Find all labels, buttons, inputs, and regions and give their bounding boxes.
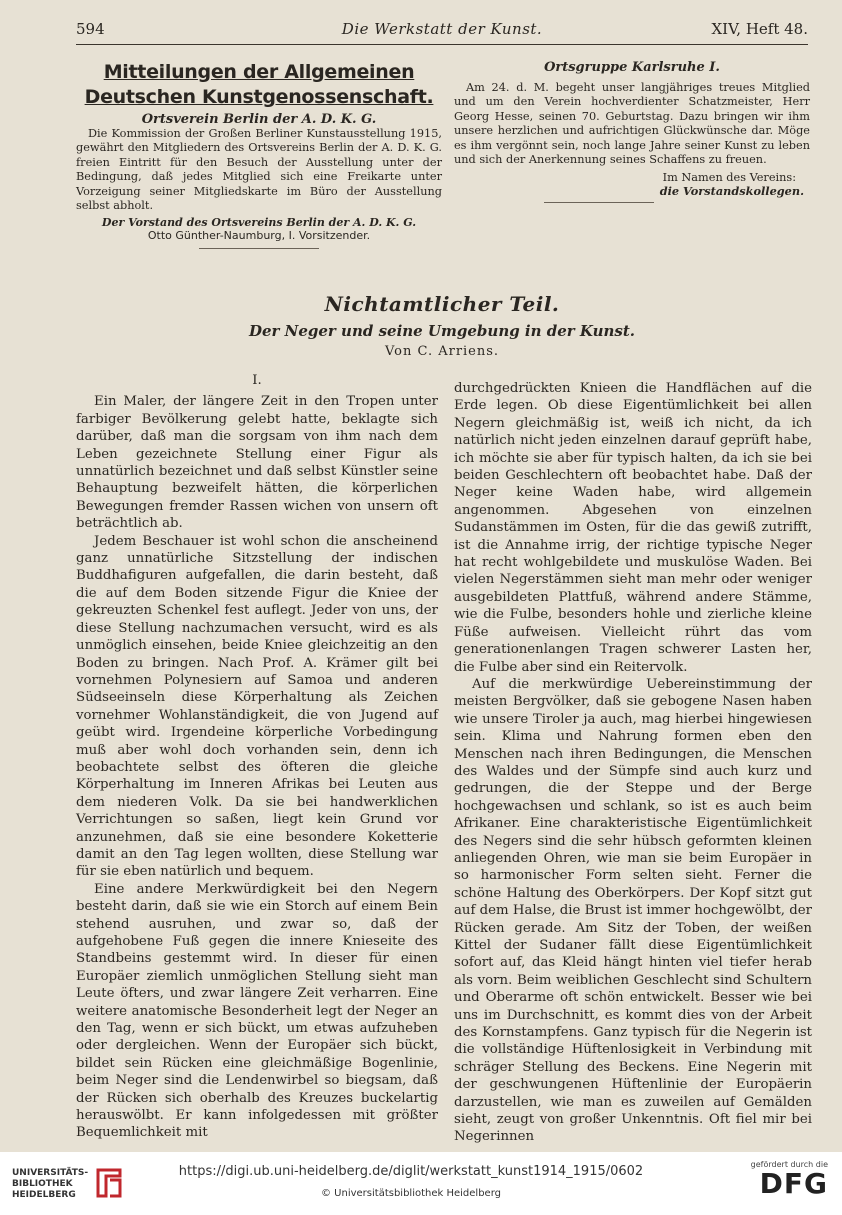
section-heading: [76, 292, 808, 359]
article-paragraph: Jedem Beschauer ist wohl schon die anscheinend ganz unnatürliche Sitzstellung der indischen Buddhafiguren aufgefallen, die darin besteht, daß die auf dem Boden sitzende Figur die Kniee der gekreuzten Schenkel fest auflegt. Jeder von uns, der diese Stellung nachzumachen versucht, wird es als unmöglich einsehen, beide Kniee gleichzeitig an den Boden zu bringen. Nach Prof. A. Krämer gilt bei vornehmen Polynesiern auf Samoa und anderen Südseeinseln diese Körperhaltung als Zeichen vornehmer Wohlanständigkeit, die von Jugend auf geübt wird. Irgendeine körperliche Vorbedingung muß aber wohl doch vorhanden sein, denn ich beobachtete selbst des öfteren die gleiche Körperhaltung im Inneren Afrikas bei Leuten aus dem niederen Volk. Da sie bei handwerklichen Verrichtungen so saßen, liegt kein Grund vor anzunehmen, daß sie eine besondere Koketterie damit an den Tag legen wollten, diese Stellung war für sie eben natürlich und bequem.: [76, 533, 438, 880]
article-column-left: [76, 372, 438, 1142]
article-title: Der Neger und seine Umgebung in der Kunst.: [248, 322, 636, 340]
notice-subtitle: Ortsverein Berlin der A. D. K. G.: [141, 112, 377, 127]
viewer-footer: [0, 1152, 842, 1215]
running-header: [76, 20, 808, 44]
article-paragraph: Auf die merkwürdige Uebereinstimmung der meisten Bergvölker, daß sie gebogene Nasen haben wie unsere Tiroler ja auch, mag hierbei hingewiesen sein. Klima und Nahrung formen eben den Menschen nach ihren Bedingungen, die Menschen des Waldes und der Sümpfe sind auch kurz und gedrungen, die der Steppe und der Berge hochgewachsen und schlank, so ist es auch beim Afrikaner. Eine charakteristische Eigentümlichkeit des Negers sind die sehr hübsch geformten kleinen anliegenden Ohren, wie man sie beim Europäer in so harmonischer Form selten sieht. Ferner die schöne Haltung des Oberkörpers. Der Kopf sitzt gut auf dem Halse, die Brust ist immer hochgewölbt, der Rücken gerade. Am Sitz der Toben, der weißen Kittel der Sudaner fällt diese Eigentümlichkeit sofort auf, das Kleid hängt hinten viel tiefer herab als vorn. Beim weiblichen Geschlecht sind Schultern und Oberarme oft schön entwickelt. Besser wie bei uns im Durchschnitt, es kommt dies von der Arbeit des Kornstampfens. Ganz typisch für die Negerin ist die vollständige Hüftenlosigkeit in Verbindung mit schräger Stellung des Beckens. Eine Negerin mit der geschwungenen Hüftenlinie der Europäerin darzustellen, wie man es zuweilen auf Gemälden sieht, zeugt von großer Unkenntnis. Oft fiel mir bei Negerinnen: [454, 676, 812, 1145]
header-rule: [76, 44, 808, 45]
left-notice: [76, 60, 442, 249]
notice-signature: Der Vorstand des Ortsvereins Berlin der A. D. K. G.: [101, 216, 417, 230]
notice-signer: Otto Günther-Naumburg, I. Vorsitzender.: [147, 229, 371, 243]
notice-end-rule: [199, 248, 319, 249]
library-name: UNIVERSITÄTS- BIBLIOTHEK HEIDELBERG: [12, 1168, 89, 1200]
right-notice-end-rule: [544, 202, 654, 203]
article-author: Von C. Arriens.: [384, 344, 500, 359]
volume-issue: XIV, Heft 48.: [711, 20, 808, 38]
right-notice-title: Ortsgruppe Karlsruhe I.: [544, 60, 720, 75]
funding-note: gefördert durch die: [750, 1160, 828, 1169]
article-paragraph: durchgedrückten Knieen die Handflächen auf die Erde legen. Ob diese Eigentümlichkeit bei allen Negern gleichmäßig ist, weiß ich nicht, da ich natürlich nicht jeden einzelnen darauf geprüft habe, ich möchte sie aber für typisch halten, da ich sie bei beiden Geschlechtern oft beobachtet habe. Daß der Neger keine Waden habe, wird allgemein angenommen. Abgesehen von einzelnen Sudanstämmen im Osten, für die das gewiß zutrifft, ist die Annahme irrig, der richtige typische Neger hat recht wohlgebildete und muskulöse Waden. Bei vielen Negerstämmen sieht man mehr oder weniger ausgebildeten Plattfuß, während andere Stämme, wie die Fulbe, besonders hohle und zierliche kleine Füße aufweisen. Vielleicht rührt das vom generationenlangen Tragen schwerer Lasten her, die Fulbe aber sind ein Reitervolk.: [454, 381, 812, 675]
copyright: © Universitätsbibliothek Heidelberg: [320, 1188, 501, 1199]
right-notice: [454, 60, 810, 203]
running-title: Die Werkstatt der Kunst.: [341, 20, 543, 38]
right-notice-closing: Im Namen des Vereins:: [662, 171, 796, 185]
notice-text: Die Kommission der Großen Berliner Kunstausstellung 1915, gewährt den Mitgliedern des Ortsvereins Berlin der A. D. K. G. freien Eintritt für den Besuch der Ausstellung unter der Bedingung, daß jedes Mitglied sich eine Freikarte unter Vorzeigung seiner Mitgliedskarte im Büro der Ausstellung selbst abholt.: [76, 127, 442, 213]
right-notice-signature: die Vorstandskollegen.: [659, 184, 804, 199]
article-column-right: [454, 380, 812, 1146]
right-notice-text: Am 24. d. M. begeht unser langjähriges treues Mitglied und um den Verein hochverdienter Schatzmeister, Herr Georg Hesse, seinen 70. Geburtstag. Dazu bringen wir ihm unsere herzlichen und aufrichtigen Glückwünsche dar. Möge es ihm vergönnt sein, noch lange Jahre seiner Kunst zu leben und sich der Anerkennung seines Schaffens zu freuen.: [454, 81, 810, 167]
article-paragraph: Ein Maler, der längere Zeit in den Tropen unter farbiger Bevölkerung gelebt hatte, beklagte sich darüber, daß man die sorgsam von ihm nach dem Leben gezeichnete Stellung einer Figur als unnatürlich bezeichnet und daß selbst Künstler seine Behauptung bezweifelt hätten, die körperlichen Bewegungen fremder Rassen wichen von unsern oft beträchtlich ab.: [76, 394, 438, 532]
page-number: 594: [76, 20, 105, 38]
funder-name: DFG: [759, 1167, 828, 1200]
library-emblem-icon: [94, 1166, 124, 1200]
library-logo[interactable]: [12, 1162, 132, 1206]
dfg-logo[interactable]: [708, 1160, 828, 1199]
article-paragraph: Eine andere Merkwürdigkeit bei den Negern besteht darin, daß sie wie ein Storch auf einem Bein stehend ausruhen, und zwar so, daß der aufgehobene Fuß gegen die innere Knieseite des Standbeins gestemmt wird. In dieser für einen Europäer ziemlich unmöglichen Stellung sieht man Leute öfters, und zwar längere Zeit verharren. Eine weitere anatomische Besonderheit legt der Neger an den Tag, wenn er sich bückt, um etwas aufzuheben oder dergleichen. Wenn der Europäer sich bückt, bildet sein Rücken eine gleichmäßige Bogenlinie, beim Neger sind die Lendenwirbel so biegsam, daß der Rücken sich oberhalb des Kreuzes buckelartig herauswölbt. Er kann infolgedessen mit größter Bequemlichkeit mit: [76, 881, 438, 1141]
permalink[interactable]: https://digi.ub.uni-heidelberg.de/diglit/werkstatt_kunst1914_1915/0602: [178, 1164, 644, 1179]
section-title: Nichtamtlicher Teil.: [324, 292, 560, 316]
article-part-number: I.: [252, 373, 262, 388]
notice-title: Mitteilungen der Allgemeinen Deutschen Kunstgenossenschaft.: [84, 61, 434, 108]
